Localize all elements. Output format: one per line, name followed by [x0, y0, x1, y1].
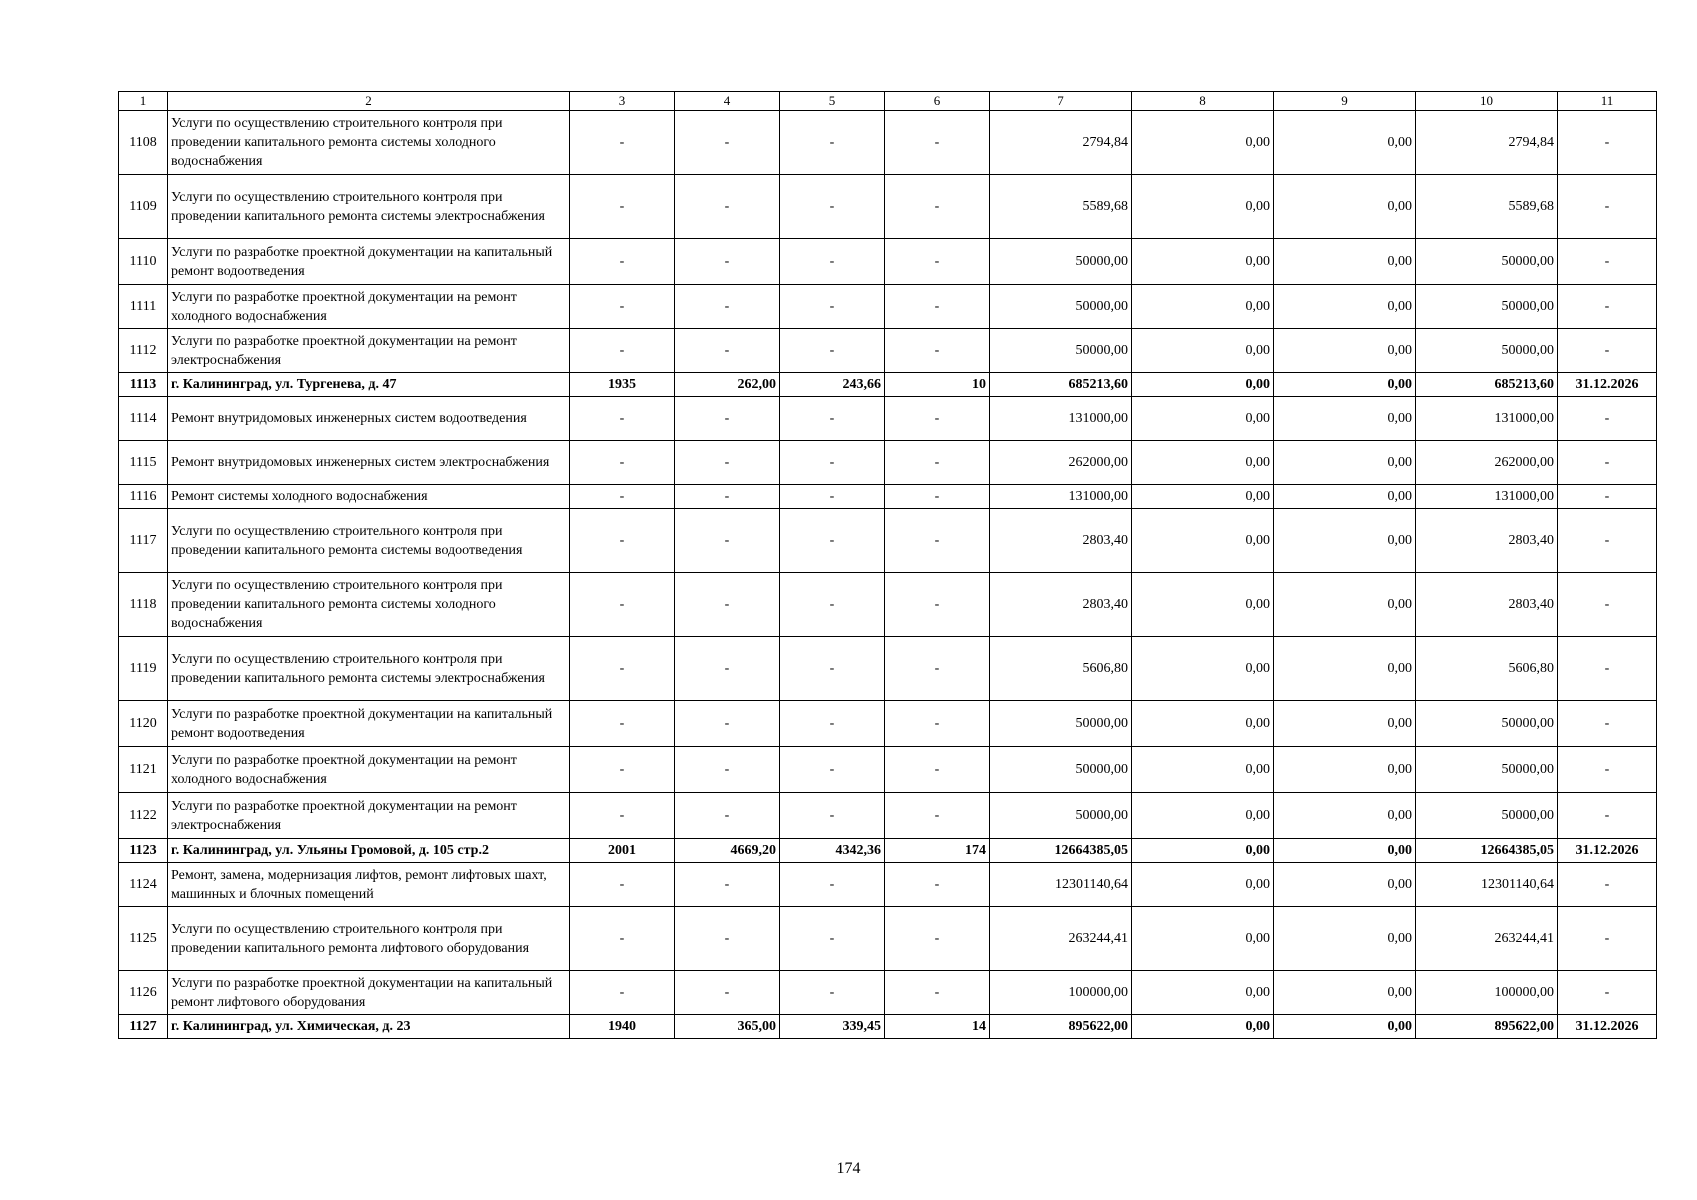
cell-col-3: 1940 — [570, 1015, 675, 1039]
table-row — [119, 863, 1657, 907]
page-number: 174 — [836, 1160, 861, 1177]
cell-col-6: - — [885, 573, 990, 637]
cell-work-name: Услуги по разработке проектной документации на ремонт холодного водоснабжения — [168, 747, 570, 793]
cell-col-3: - — [570, 239, 675, 285]
cell-col-9: 0,00 — [1274, 701, 1416, 747]
cell-col-7: 2803,40 — [990, 573, 1132, 637]
cell-col-10: 50000,00 — [1416, 329, 1558, 373]
cell-work-name: Услуги по осуществлению строительного контроля при проведении капитального ремонта системы электроснабжения — [168, 637, 570, 701]
cell-col-6: - — [885, 747, 990, 793]
table-row — [119, 285, 1657, 329]
cell-col-4: - — [675, 239, 780, 285]
cell-col-10: 50000,00 — [1416, 701, 1558, 747]
cell-work-name: Услуги по разработке проектной документации на капитальный ремонт водоотведения — [168, 701, 570, 747]
cell-row-number: 1123 — [119, 839, 168, 863]
cell-col-4: - — [675, 637, 780, 701]
cell-col-5: 339,45 — [780, 1015, 885, 1039]
cell-col-4: 262,00 — [675, 373, 780, 397]
cell-col-8: 0,00 — [1132, 907, 1274, 971]
cell-col-8: 0,00 — [1132, 839, 1274, 863]
cell-col-8: 0,00 — [1132, 441, 1274, 485]
cell-col-8: 0,00 — [1132, 793, 1274, 839]
cell-col-9: 0,00 — [1274, 111, 1416, 175]
cell-col-3: - — [570, 329, 675, 373]
cell-col-11: - — [1558, 111, 1657, 175]
cell-col-7: 263244,41 — [990, 907, 1132, 971]
cell-col-10: 50000,00 — [1416, 239, 1558, 285]
cell-col-7: 131000,00 — [990, 485, 1132, 509]
cell-col-6: 14 — [885, 1015, 990, 1039]
cell-col-9: 0,00 — [1274, 573, 1416, 637]
cell-col-6: - — [885, 509, 990, 573]
cell-col-8: 0,00 — [1132, 971, 1274, 1015]
cell-col-6: - — [885, 863, 990, 907]
cell-row-number: 1113 — [119, 373, 168, 397]
cell-col-6: - — [885, 485, 990, 509]
cell-col-11: - — [1558, 397, 1657, 441]
cell-col-9: 0,00 — [1274, 793, 1416, 839]
cell-col-9: 0,00 — [1274, 863, 1416, 907]
cell-row-number: 1125 — [119, 907, 168, 971]
cell-col-5: - — [780, 285, 885, 329]
cell-work-name: Ремонт, замена, модернизация лифтов, ремонт лифтовых шахт, машинных и блочных помещений — [168, 863, 570, 907]
cell-col-8: 0,00 — [1132, 285, 1274, 329]
cell-work-name: Ремонт внутридомовых инженерных систем водоотведения — [168, 397, 570, 441]
cell-work-name: Услуги по осуществлению строительного контроля при проведении капитального ремонта системы электроснабжения — [168, 175, 570, 239]
cell-col-3: - — [570, 573, 675, 637]
cell-col-7: 100000,00 — [990, 971, 1132, 1015]
table-row — [119, 329, 1657, 373]
cell-col-8: 0,00 — [1132, 111, 1274, 175]
cell-col-7: 895622,00 — [990, 1015, 1132, 1039]
cell-col-4: - — [675, 441, 780, 485]
cell-col-11: - — [1558, 793, 1657, 839]
cell-col-4: - — [675, 175, 780, 239]
cell-col-7: 5589,68 — [990, 175, 1132, 239]
cell-work-name: г. Калининград, ул. Ульяны Громовой, д. 105 стр.2 — [168, 839, 570, 863]
cell-work-name: Ремонт системы холодного водоснабжения — [168, 485, 570, 509]
cell-col-3: - — [570, 701, 675, 747]
cell-col-3: - — [570, 971, 675, 1015]
cell-col-9: 0,00 — [1274, 441, 1416, 485]
column-header-11: 11 — [1558, 92, 1657, 111]
cell-col-8: 0,00 — [1132, 701, 1274, 747]
cell-col-10: 263244,41 — [1416, 907, 1558, 971]
column-header-10: 10 — [1416, 92, 1558, 111]
cell-col-4: - — [675, 111, 780, 175]
cell-col-4: - — [675, 509, 780, 573]
cell-col-5: - — [780, 111, 885, 175]
cell-col-11: 31.12.2026 — [1558, 1015, 1657, 1039]
cell-row-number: 1115 — [119, 441, 168, 485]
cell-col-7: 50000,00 — [990, 285, 1132, 329]
column-header-8: 8 — [1132, 92, 1274, 111]
cell-col-11: 31.12.2026 — [1558, 839, 1657, 863]
cell-col-6: - — [885, 441, 990, 485]
cell-col-5: - — [780, 329, 885, 373]
table-row — [119, 239, 1657, 285]
cell-col-11: - — [1558, 907, 1657, 971]
cell-col-10: 100000,00 — [1416, 971, 1558, 1015]
cell-col-3: - — [570, 441, 675, 485]
table-row — [119, 637, 1657, 701]
cell-col-5: - — [780, 175, 885, 239]
cell-row-number: 1117 — [119, 509, 168, 573]
cell-col-11: - — [1558, 175, 1657, 239]
cell-col-11: - — [1558, 285, 1657, 329]
cell-col-11: - — [1558, 971, 1657, 1015]
cell-col-10: 12301140,64 — [1416, 863, 1558, 907]
cell-col-5: - — [780, 397, 885, 441]
cell-col-10: 131000,00 — [1416, 397, 1558, 441]
column-header-7: 7 — [990, 92, 1132, 111]
cell-col-6: - — [885, 701, 990, 747]
cell-col-7: 12301140,64 — [990, 863, 1132, 907]
cell-col-7: 131000,00 — [990, 397, 1132, 441]
cell-row-number: 1116 — [119, 485, 168, 509]
cell-col-9: 0,00 — [1274, 839, 1416, 863]
cell-work-name: г. Калининград, ул. Тургенева, д. 47 — [168, 373, 570, 397]
cell-col-5: - — [780, 485, 885, 509]
cell-col-4: - — [675, 793, 780, 839]
cell-col-6: - — [885, 285, 990, 329]
cell-row-number: 1121 — [119, 747, 168, 793]
cell-col-11: - — [1558, 509, 1657, 573]
cell-col-9: 0,00 — [1274, 239, 1416, 285]
table-row — [119, 441, 1657, 485]
cell-col-3: - — [570, 485, 675, 509]
cell-col-11: - — [1558, 239, 1657, 285]
cell-col-5: - — [780, 573, 885, 637]
table-row — [119, 373, 1657, 397]
table-row — [119, 485, 1657, 509]
table-row — [119, 839, 1657, 863]
cell-col-5: - — [780, 793, 885, 839]
cell-col-9: 0,00 — [1274, 971, 1416, 1015]
cell-col-7: 50000,00 — [990, 793, 1132, 839]
cell-col-8: 0,00 — [1132, 573, 1274, 637]
cell-row-number: 1112 — [119, 329, 168, 373]
table-row — [119, 793, 1657, 839]
cell-col-9: 0,00 — [1274, 637, 1416, 701]
cell-col-6: - — [885, 175, 990, 239]
cell-col-7: 50000,00 — [990, 239, 1132, 285]
column-header-3: 3 — [570, 92, 675, 111]
column-number-row — [119, 92, 1657, 111]
table-body — [119, 92, 1657, 1039]
cell-work-name: Ремонт внутридомовых инженерных систем электроснабжения — [168, 441, 570, 485]
table-row — [119, 971, 1657, 1015]
cell-row-number: 1114 — [119, 397, 168, 441]
cell-col-8: 0,00 — [1132, 175, 1274, 239]
cell-col-3: - — [570, 863, 675, 907]
cell-col-10: 131000,00 — [1416, 485, 1558, 509]
cell-col-3: - — [570, 111, 675, 175]
cell-col-7: 685213,60 — [990, 373, 1132, 397]
cell-col-8: 0,00 — [1132, 373, 1274, 397]
cell-col-9: 0,00 — [1274, 285, 1416, 329]
cell-col-4: - — [675, 397, 780, 441]
table-row — [119, 1015, 1657, 1039]
cell-col-11: - — [1558, 441, 1657, 485]
cell-col-11: - — [1558, 329, 1657, 373]
cell-work-name: г. Калининград, ул. Химическая, д. 23 — [168, 1015, 570, 1039]
cell-col-10: 895622,00 — [1416, 1015, 1558, 1039]
column-header-9: 9 — [1274, 92, 1416, 111]
cell-col-6: - — [885, 111, 990, 175]
cell-col-6: - — [885, 793, 990, 839]
cell-col-8: 0,00 — [1132, 863, 1274, 907]
table-row — [119, 573, 1657, 637]
column-header-4: 4 — [675, 92, 780, 111]
cell-col-5: 243,66 — [780, 373, 885, 397]
cell-col-10: 5606,80 — [1416, 637, 1558, 701]
cell-col-3: - — [570, 397, 675, 441]
cell-col-10: 2794,84 — [1416, 111, 1558, 175]
table-row — [119, 509, 1657, 573]
column-header-6: 6 — [885, 92, 990, 111]
cell-row-number: 1118 — [119, 573, 168, 637]
cell-col-6: 174 — [885, 839, 990, 863]
cell-col-11: - — [1558, 485, 1657, 509]
cell-work-name: Услуги по осуществлению строительного контроля при проведении капитального ремонта лифтового оборудования — [168, 907, 570, 971]
cell-col-5: - — [780, 907, 885, 971]
works-table — [118, 91, 1657, 1039]
cell-col-9: 0,00 — [1274, 329, 1416, 373]
cell-row-number: 1124 — [119, 863, 168, 907]
cell-col-8: 0,00 — [1132, 329, 1274, 373]
cell-row-number: 1109 — [119, 175, 168, 239]
cell-col-8: 0,00 — [1132, 397, 1274, 441]
cell-row-number: 1127 — [119, 1015, 168, 1039]
cell-col-5: - — [780, 441, 885, 485]
cell-work-name: Услуги по осуществлению строительного контроля при проведении капитального ремонта системы холодного водоснабжения — [168, 111, 570, 175]
table-row — [119, 701, 1657, 747]
cell-col-4: - — [675, 747, 780, 793]
table-row — [119, 397, 1657, 441]
cell-col-7: 50000,00 — [990, 747, 1132, 793]
cell-col-9: 0,00 — [1274, 1015, 1416, 1039]
cell-col-10: 5589,68 — [1416, 175, 1558, 239]
cell-col-3: - — [570, 175, 675, 239]
cell-col-5: - — [780, 509, 885, 573]
cell-row-number: 1126 — [119, 971, 168, 1015]
cell-work-name: Услуги по разработке проектной документации на ремонт электроснабжения — [168, 329, 570, 373]
cell-col-9: 0,00 — [1274, 747, 1416, 793]
cell-col-7: 50000,00 — [990, 329, 1132, 373]
cell-col-9: 0,00 — [1274, 373, 1416, 397]
cell-col-7: 12664385,05 — [990, 839, 1132, 863]
cell-col-4: - — [675, 485, 780, 509]
cell-col-8: 0,00 — [1132, 485, 1274, 509]
cell-col-3: - — [570, 793, 675, 839]
cell-col-3: - — [570, 285, 675, 329]
table-row — [119, 111, 1657, 175]
cell-col-11: - — [1558, 701, 1657, 747]
cell-col-5: - — [780, 747, 885, 793]
cell-col-9: 0,00 — [1274, 397, 1416, 441]
cell-col-4: - — [675, 907, 780, 971]
cell-col-10: 12664385,05 — [1416, 839, 1558, 863]
cell-col-6: - — [885, 329, 990, 373]
cell-col-5: 4342,36 — [780, 839, 885, 863]
cell-row-number: 1122 — [119, 793, 168, 839]
cell-col-8: 0,00 — [1132, 239, 1274, 285]
cell-col-11: - — [1558, 863, 1657, 907]
cell-col-3: - — [570, 509, 675, 573]
cell-row-number: 1110 — [119, 239, 168, 285]
cell-col-7: 2794,84 — [990, 111, 1132, 175]
cell-row-number: 1119 — [119, 637, 168, 701]
cell-col-8: 0,00 — [1132, 509, 1274, 573]
cell-col-7: 2803,40 — [990, 509, 1132, 573]
cell-col-10: 50000,00 — [1416, 793, 1558, 839]
cell-row-number: 1108 — [119, 111, 168, 175]
cell-col-9: 0,00 — [1274, 485, 1416, 509]
cell-col-4: - — [675, 971, 780, 1015]
cell-work-name: Услуги по разработке проектной документации на ремонт холодного водоснабжения — [168, 285, 570, 329]
column-header-5: 5 — [780, 92, 885, 111]
column-header-2: 2 — [168, 92, 570, 111]
cell-col-7: 5606,80 — [990, 637, 1132, 701]
cell-col-4: 365,00 — [675, 1015, 780, 1039]
cell-col-4: 4669,20 — [675, 839, 780, 863]
cell-col-4: - — [675, 863, 780, 907]
cell-col-3: 2001 — [570, 839, 675, 863]
cell-col-5: - — [780, 971, 885, 1015]
cell-col-9: 0,00 — [1274, 509, 1416, 573]
cell-work-name: Услуги по осуществлению строительного контроля при проведении капитального ремонта системы водоотведения — [168, 509, 570, 573]
cell-col-7: 262000,00 — [990, 441, 1132, 485]
cell-work-name: Услуги по разработке проектной документации на капитальный ремонт лифтового оборудования — [168, 971, 570, 1015]
cell-col-6: - — [885, 239, 990, 285]
table-row — [119, 175, 1657, 239]
cell-col-10: 685213,60 — [1416, 373, 1558, 397]
cell-col-3: - — [570, 907, 675, 971]
cell-col-8: 0,00 — [1132, 637, 1274, 701]
cell-col-4: - — [675, 329, 780, 373]
cell-col-3: 1935 — [570, 373, 675, 397]
cell-col-10: 2803,40 — [1416, 509, 1558, 573]
cell-col-7: 50000,00 — [990, 701, 1132, 747]
column-header-1: 1 — [119, 92, 168, 111]
cell-col-5: - — [780, 701, 885, 747]
cell-work-name: Услуги по осуществлению строительного контроля при проведении капитального ремонта системы холодного водоснабжения — [168, 573, 570, 637]
cell-work-name: Услуги по разработке проектной документации на капитальный ремонт водоотведения — [168, 239, 570, 285]
cell-col-9: 0,00 — [1274, 907, 1416, 971]
cell-col-4: - — [675, 573, 780, 637]
cell-col-10: 262000,00 — [1416, 441, 1558, 485]
cell-col-3: - — [570, 637, 675, 701]
cell-work-name: Услуги по разработке проектной документации на ремонт электроснабжения — [168, 793, 570, 839]
cell-col-6: - — [885, 397, 990, 441]
cell-col-8: 0,00 — [1132, 747, 1274, 793]
cell-row-number: 1120 — [119, 701, 168, 747]
cell-col-6: 10 — [885, 373, 990, 397]
cell-col-11: - — [1558, 747, 1657, 793]
cell-col-6: - — [885, 907, 990, 971]
cell-col-5: - — [780, 637, 885, 701]
cell-col-8: 0,00 — [1132, 1015, 1274, 1039]
cell-col-3: - — [570, 747, 675, 793]
cell-col-10: 2803,40 — [1416, 573, 1558, 637]
cell-col-4: - — [675, 285, 780, 329]
table-row — [119, 747, 1657, 793]
cell-col-5: - — [780, 863, 885, 907]
cell-col-11: 31.12.2026 — [1558, 373, 1657, 397]
cell-col-5: - — [780, 239, 885, 285]
cell-col-6: - — [885, 637, 990, 701]
cell-col-4: - — [675, 701, 780, 747]
cell-col-10: 50000,00 — [1416, 747, 1558, 793]
table-row — [119, 907, 1657, 971]
cell-row-number: 1111 — [119, 285, 168, 329]
cell-col-6: - — [885, 971, 990, 1015]
cell-col-9: 0,00 — [1274, 175, 1416, 239]
cell-col-11: - — [1558, 573, 1657, 637]
cell-col-10: 50000,00 — [1416, 285, 1558, 329]
cell-col-11: - — [1558, 637, 1657, 701]
